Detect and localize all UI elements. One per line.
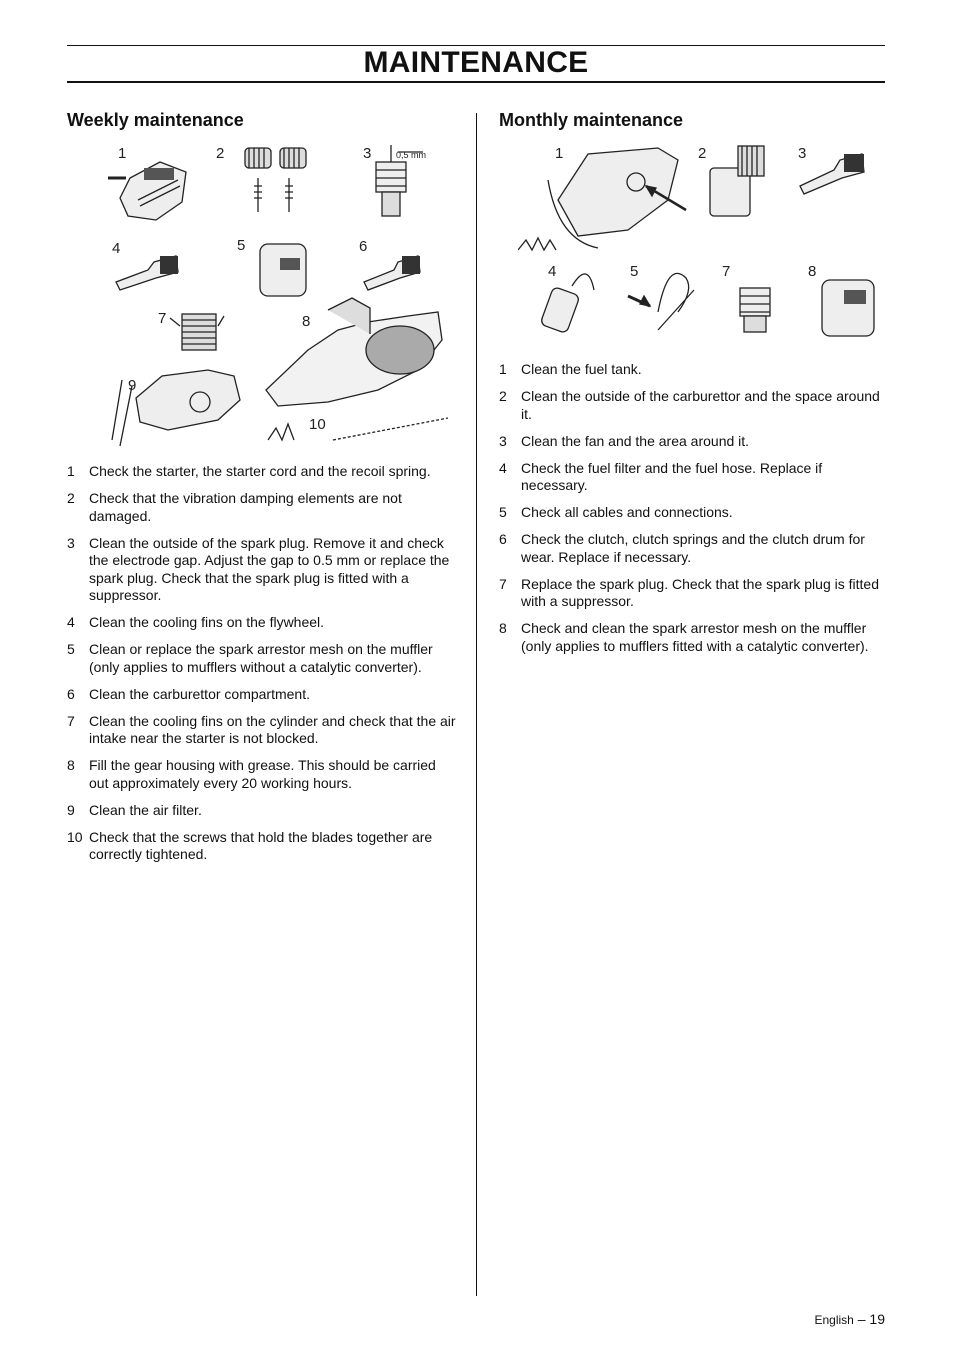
monthly-maintenance-heading: Monthly maintenance [499,110,684,130]
fan-brush-drawing [800,154,864,194]
item-number: 7 [499,575,507,592]
monthly-figure-label: 3 [798,145,807,162]
item-text: Clean the outside of the carburettor and the space around it. [521,388,880,422]
footer-separator: – [857,1311,866,1327]
list-item [67,829,457,864]
weekly-figure-label: 4 [112,240,121,257]
item-number: 9 [67,801,75,818]
spark-plug-drawing [740,288,770,332]
item-text: Check all cables and connections. [521,504,733,520]
list-item [499,531,889,566]
monthly-figure-label: 2 [698,145,707,162]
item-text: Clean the cooling fins on the flywheel. [89,614,325,630]
item-number: 4 [67,614,75,630]
vibration-damping-springs-drawing [245,148,306,212]
item-text: Clean or replace the spark arrestor mesh on the muffler (only applies to mufflers without a catalytic converter). [89,641,433,675]
list-item [499,361,889,379]
monthly-figure-label: 5 [630,263,639,280]
item-text: Clean the cooling fins on the cylinder and check that the air intake near the starter is not blocked. [89,712,456,746]
weekly-maintenance-list [67,463,457,873]
flywheel-brush-drawing [116,256,178,290]
electrode-gap-label: 0,5 mm [396,150,427,160]
item-text: Fill the gear housing with grease. This should be carried out approximately every 20 working hours. [89,757,436,791]
item-number: 8 [67,757,75,773]
fuel-tank-drawing [518,148,686,250]
weekly-figure-label: 2 [216,145,225,162]
list-item [499,620,889,655]
item-text: Check the clutch, clutch springs and the clutch drum for wear. Replace if necessary. [521,531,865,565]
muffler-drawing [822,280,874,336]
item-number: 2 [499,388,507,404]
item-text: Clean the carburettor compartment. [89,685,310,702]
weekly-figure-label: 7 [158,310,167,327]
list-item [67,535,457,605]
list-item [67,757,457,792]
list-item [499,388,889,423]
item-text: Check that the screws that hold the blades together are correctly tightened. [89,828,433,862]
starter-housing-drawing [108,162,186,220]
weekly-maintenance-illustration [108,140,453,447]
list-item [67,614,457,632]
list-item [67,686,457,704]
page-footer [814,1311,885,1327]
page-number: 19 [869,1311,885,1327]
list-item [499,504,889,522]
blades-drawing [268,418,448,440]
list-item [499,433,889,451]
item-text: Check and clean the spark arrestor mesh on the muffler (only applies to mufflers fitted with a catalytic converter). [521,620,869,654]
item-text: Clean the air filter. [89,801,202,818]
list-item [67,713,457,748]
item-number: 8 [499,620,507,636]
muffler-drawing [260,244,306,296]
carburettor-drawing [710,146,764,216]
item-number: 1 [67,463,75,479]
item-number: 6 [67,685,75,702]
header-rule-bottom [67,81,885,83]
item-text: Check the starter, the starter cord and the recoil spring. [89,463,431,479]
monthly-figure-label: 8 [808,263,817,280]
item-number: 4 [499,459,507,476]
weekly-figure-label: 8 [302,313,311,330]
item-number: 7 [67,712,75,729]
item-text: Clean the fan and the area around it. [521,432,750,449]
list-item [67,490,457,525]
item-text: Replace the spark plug. Check that the spark plug is fitted with a suppressor. [521,575,879,609]
item-number: 5 [67,641,75,657]
monthly-figure-label: 4 [548,263,557,280]
weekly-figure-label: 3 [363,145,372,162]
monthly-maintenance-list [499,361,889,665]
weekly-figure-label: 6 [359,238,368,255]
item-text: Check that the vibration damping elements are not damaged. [89,490,402,524]
list-item [67,641,457,676]
fuel-filter-drawing [540,274,594,334]
item-text: Clean the fuel tank. [521,361,642,377]
weekly-figure-label: 1 [118,145,127,162]
cable-connection-drawing [628,273,694,330]
weekly-figure-label: 9 [128,377,137,394]
item-number: 6 [499,531,507,547]
monthly-figure-label: 1 [555,145,564,162]
spark-plug-drawing [376,145,426,216]
list-item [67,802,457,820]
gear-housing-drawing [266,298,442,406]
item-number: 1 [499,361,507,377]
weekly-maintenance-heading: Weekly maintenance [67,110,244,130]
item-number: 2 [67,490,75,506]
cylinder-fins-drawing [170,314,224,350]
list-item [499,460,889,495]
monthly-figure-label: 7 [722,263,731,280]
item-text: Check the fuel filter and the fuel hose. Replace if necessary. [521,459,823,493]
column-divider [476,113,477,1296]
list-item [67,463,457,481]
monthly-maintenance-illustration [518,140,888,345]
page-title: MAINTENANCE [363,46,589,79]
weekly-figure-label: 5 [237,237,246,254]
item-number: 3 [67,534,75,551]
footer-language: English [814,1313,854,1327]
item-text: Clean the outside of the spark plug. Remove it and check the electrode gap. Adjust the gap to 0.5 mm or replace the spark plug. Check that the spark plug is fitted with a suppressor. [89,534,450,603]
weekly-figure-label: 10 [309,416,326,433]
item-number: 5 [499,504,507,520]
list-item [499,576,889,611]
carburettor-brush-drawing [364,256,420,290]
item-number: 3 [499,432,507,449]
item-number: 10 [67,828,83,845]
